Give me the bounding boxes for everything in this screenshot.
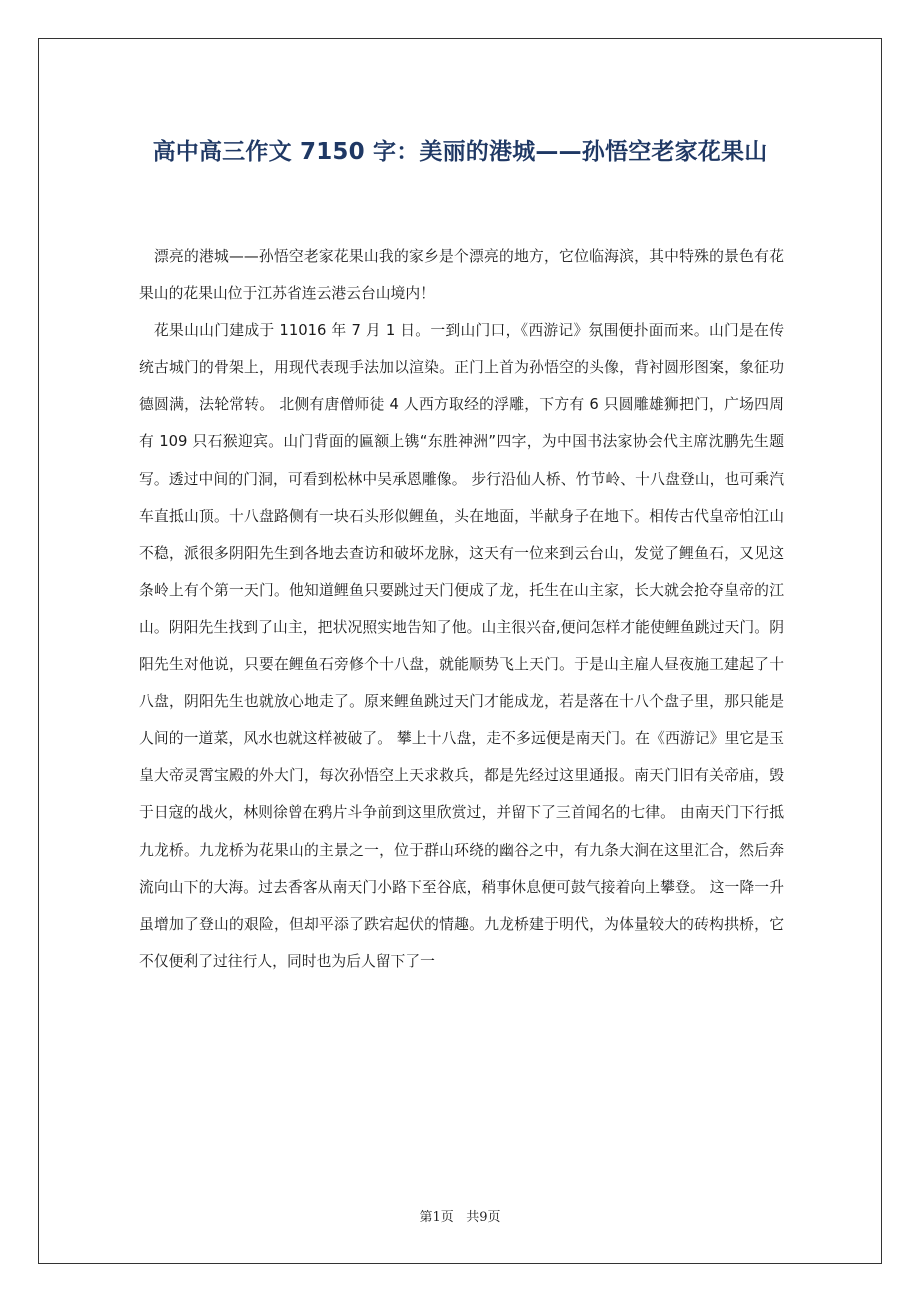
page-total: 9 [479,1210,488,1225]
page-number-prefix: 第 [419,1210,433,1225]
paragraph-main: 花果山山门建成于 11016 年 7 月 1 日。一到山门口，《西游记》氛围便扑面而来。山门是在传统古城门的骨架上，用现代表现手法加以渲染。正门上首为孙悟空的头像，背衬圆形图案，象征功德圆满，法轮常转。 北侧有唐僧师徒 4 人西方取经的浮雕，下方有 6 只圆雕雄狮把门，广场四周有 109 只石猴迎宾。山门背面的匾额上镌“东胜神洲”四字，为中国书法家协会代主席沈鹏先生题写。透过中间的门洞，可看到松林中吴承恩雕像。 步行沿仙人桥、竹节岭、十八盘登山，也可乘汽车直抵山顶。十八盘路侧有一块石头形似鲤鱼，头在地面，半献身子在地下。相传古代皇帝怕江山不稳，派很多阴阳先生到各地去查访和破坏龙脉，这天有一位来到云台山，发觉了鲤鱼石，又见这条岭上有个第一天门。他知道鲤鱼只要跳过天门便成了龙，托生在山主家，长大就会抢夺皇帝的江山。阴阳先生找到了山主，把状况照实地告知了他。山主很兴奋,便问怎样才能使鲤鱼跳过天门。阴阳先生对他说，只要在鲤鱼石旁修个十八盘，就能顺势飞上天门。于是山主雇人昼夜施工建起了十八盘，阴阳先生也就放心地走了。原来鲤鱼跳过天门才能成龙，若是落在十八个盘子里，那只能是人间的一道菜，风水也就这样被破了。 攀上十八盘，走不多远便是南天门。在《西游记》里它是玉皇大帝灵霄宝殿的外大门，每次孙悟空上天求救兵，都是先经过这里通报。南天门旧有关帝庙，毁于日寇的战火，林则徐曾在鸦片斗争前到这里欣赏过，并留下了三首闻名的七律。 由南天门下行抵九龙桥。九龙桥为花果山的主景之一，位于群山环绕的幽谷之中，有九条大涧在这里汇合，然后奔流向山下的大海。过去香客从南天门小路下至谷底，稍事休息便可鼓气接着向上攀登。 这一降一升虽增加了登山的艰险，但却平添了跌宕起伏的情趣。九龙桥建于明代，为体量较大的砖构拱桥，它不仅便利了过往行人，同时也为后人留下了一 [139,322,784,970]
document-title: 高中高三作文 7150 字：美丽的港城——孙悟空老家花果山 [152,139,768,166]
document-body [139,238,784,980]
page-footer [0,1206,920,1225]
paragraph-intro: 漂亮的港城——孙悟空老家花果山我的家乡是个漂亮的地方，它位临海滨，其中特殊的景色有花果山的花果山位于江苏省连云港云台山境内！ [139,248,784,303]
page-total-suffix: 页 [487,1210,501,1225]
page-total-prefix: 共 [466,1210,480,1225]
page-number-suffix: 页 [440,1210,454,1225]
page-number-current: 1 [432,1210,441,1225]
